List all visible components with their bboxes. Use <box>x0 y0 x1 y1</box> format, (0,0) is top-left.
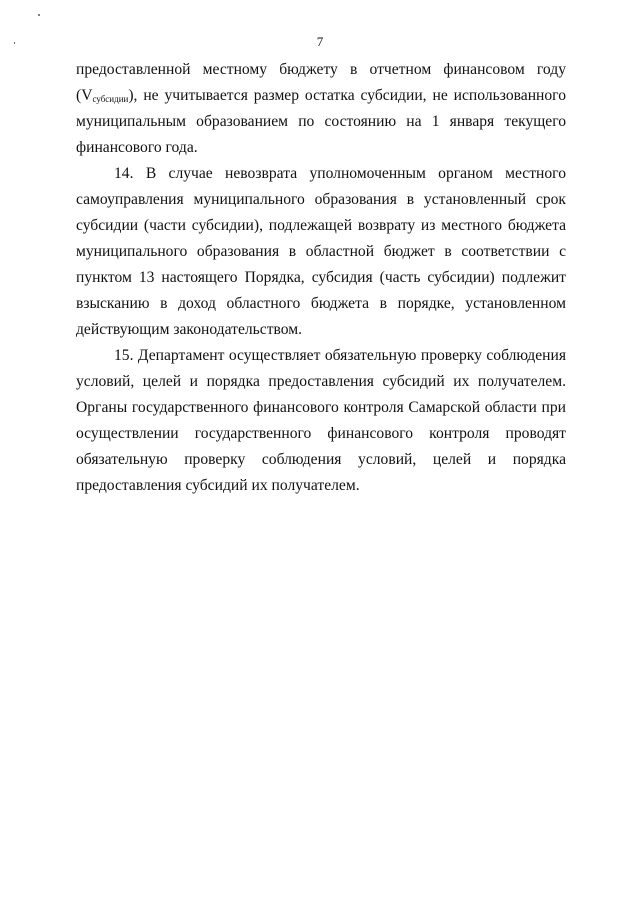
text-line: действующим законодательством. <box>76 321 303 338</box>
page-number: 7 <box>316 34 324 49</box>
text-line: муниципальным образованием по состоянию на 1 января текущего <box>76 113 566 130</box>
paragraph-14 <box>76 161 566 343</box>
document-body <box>76 57 566 499</box>
text-line: субсидии (части субсидии), подлежащей возврату из местного бюджета <box>76 217 566 234</box>
text-line-rest: ), не учитывается размер остатка субсидии, не использованного <box>128 87 566 104</box>
formula-subscript: субсидии <box>92 94 129 104</box>
text-line: предоставленной местному бюджету в отчетном финансовом году <box>76 61 566 78</box>
text-line: предоставления субсидий их получателем. <box>76 477 360 494</box>
text-line: обязательную проверку соблюдения условий, целей и порядка <box>76 451 566 468</box>
text-line: финансового года. <box>76 139 198 156</box>
paragraph-15 <box>76 343 566 499</box>
text-line: осуществлении государственного финансового контроля проводят <box>76 425 566 442</box>
formula-open: (V <box>76 87 93 104</box>
text-line: условий, целей и порядка предоставления субсидий их получателем. <box>76 373 566 390</box>
text-line: взысканию в доход областного бюджета в порядке, установленном <box>76 295 566 312</box>
scan-speck <box>38 14 40 16</box>
text-line: пунктом 13 настоящего Порядка, субсидия (часть субсидии) подлежит <box>76 269 566 286</box>
text-line: 15. Департамент осуществляет обязательную проверку соблюдения <box>114 347 566 364</box>
text-line <box>76 83 566 109</box>
text-line: Органы государственного финансового контроля Самарской области при <box>76 399 566 416</box>
paragraph-continuation <box>76 57 566 161</box>
text-line: муниципального образования в областной бюджет в соответствии с <box>76 243 566 260</box>
text-line: самоуправления муниципального образования в установленный срок <box>76 191 566 208</box>
text-line: 14. В случае невозврата уполномоченным органом местного <box>114 165 566 182</box>
